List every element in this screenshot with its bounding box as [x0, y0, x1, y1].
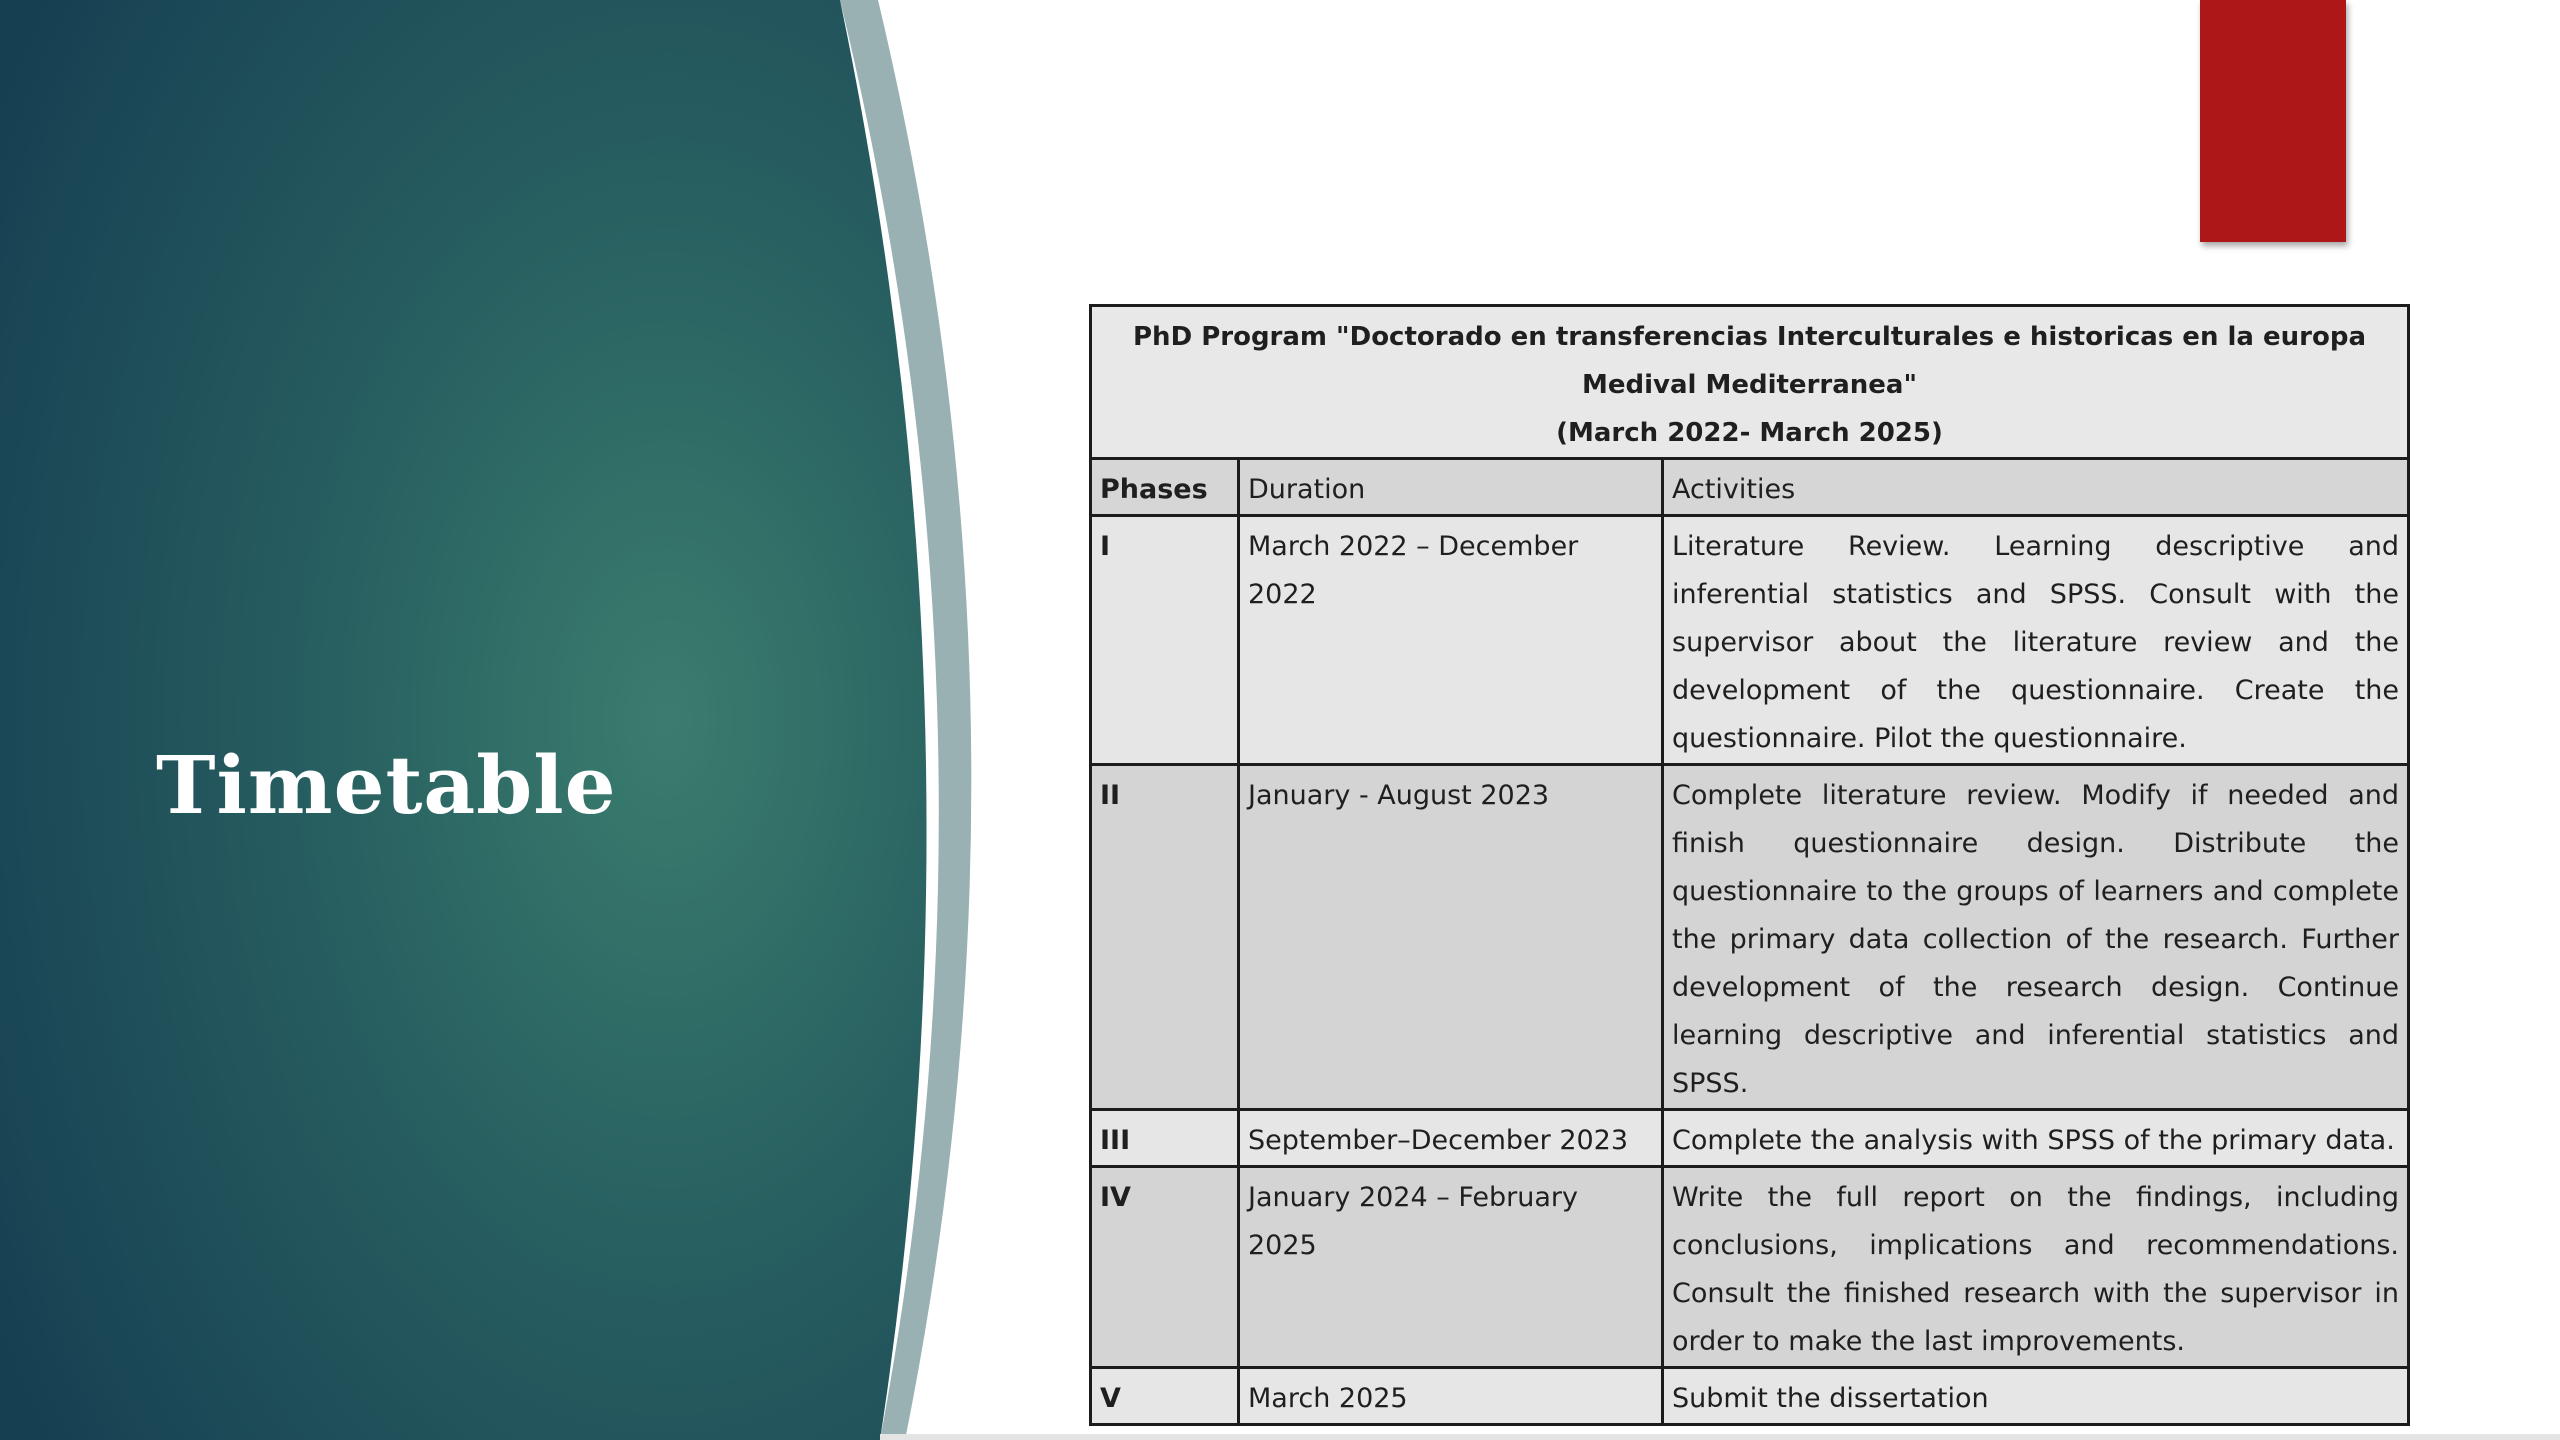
activities-cell: Write the full report on the findings, including conclusions, implications and recommendations. Consult the finished research with the supervisor in order to make the last improvements.	[1663, 1167, 2409, 1368]
timetable-table	[1089, 304, 2410, 1426]
phase-cell: I	[1091, 516, 1239, 765]
table-row	[1091, 1167, 2409, 1368]
activities-cell: Complete the analysis with SPSS of the primary data.	[1663, 1110, 2409, 1167]
duration-cell: January 2024 – February 2025	[1239, 1167, 1663, 1368]
program-period: (March 2022- March 2025)	[1556, 418, 1943, 448]
duration-cell: March 2025	[1239, 1368, 1663, 1425]
column-header-duration: Duration	[1239, 459, 1663, 516]
phase-cell: III	[1091, 1110, 1239, 1167]
table-header	[1091, 306, 2409, 459]
phase-cell: IV	[1091, 1167, 1239, 1368]
duration-cell: September–December 2023	[1239, 1110, 1663, 1167]
duration-cell: January - August 2023	[1239, 765, 1663, 1110]
red-accent-bar	[2200, 0, 2346, 242]
table-row	[1091, 1110, 2409, 1167]
column-header-row	[1091, 459, 2409, 516]
table-row	[1091, 765, 2409, 1110]
column-header-activities: Activities	[1663, 459, 2409, 516]
activities-cell: Complete literature review. Modify if needed and finish questionnaire design. Distribute the questionnaire to the groups of learners and complete the primary data collection of the research. Further development of the research design. Continue learning descriptive and inferential statistics and SPSS.	[1663, 765, 2409, 1110]
table-row	[1091, 1368, 2409, 1425]
phase-cell: II	[1091, 765, 1239, 1110]
activities-cell: Submit the dissertation	[1663, 1368, 2409, 1425]
program-title: PhD Program "Doctorado en transferencias Interculturales e historicas en la europa Medival Mediterranea"	[1133, 322, 2366, 400]
table-header-row	[1091, 306, 2409, 459]
duration-cell: March 2022 – December 2022	[1239, 516, 1663, 765]
column-header-phases: Phases	[1091, 459, 1239, 516]
activities-cell: Literature Review. Learning descriptive and inferential statistics and SPSS. Consult with the supervisor about the literature review and the development of the questionnaire. Create the questionnaire. Pilot the questionnaire.	[1663, 516, 2409, 765]
table-row	[1091, 516, 2409, 765]
phase-cell: V	[1091, 1368, 1239, 1425]
slide-title: Timetable	[156, 738, 617, 832]
bottom-divider	[880, 1434, 2560, 1440]
